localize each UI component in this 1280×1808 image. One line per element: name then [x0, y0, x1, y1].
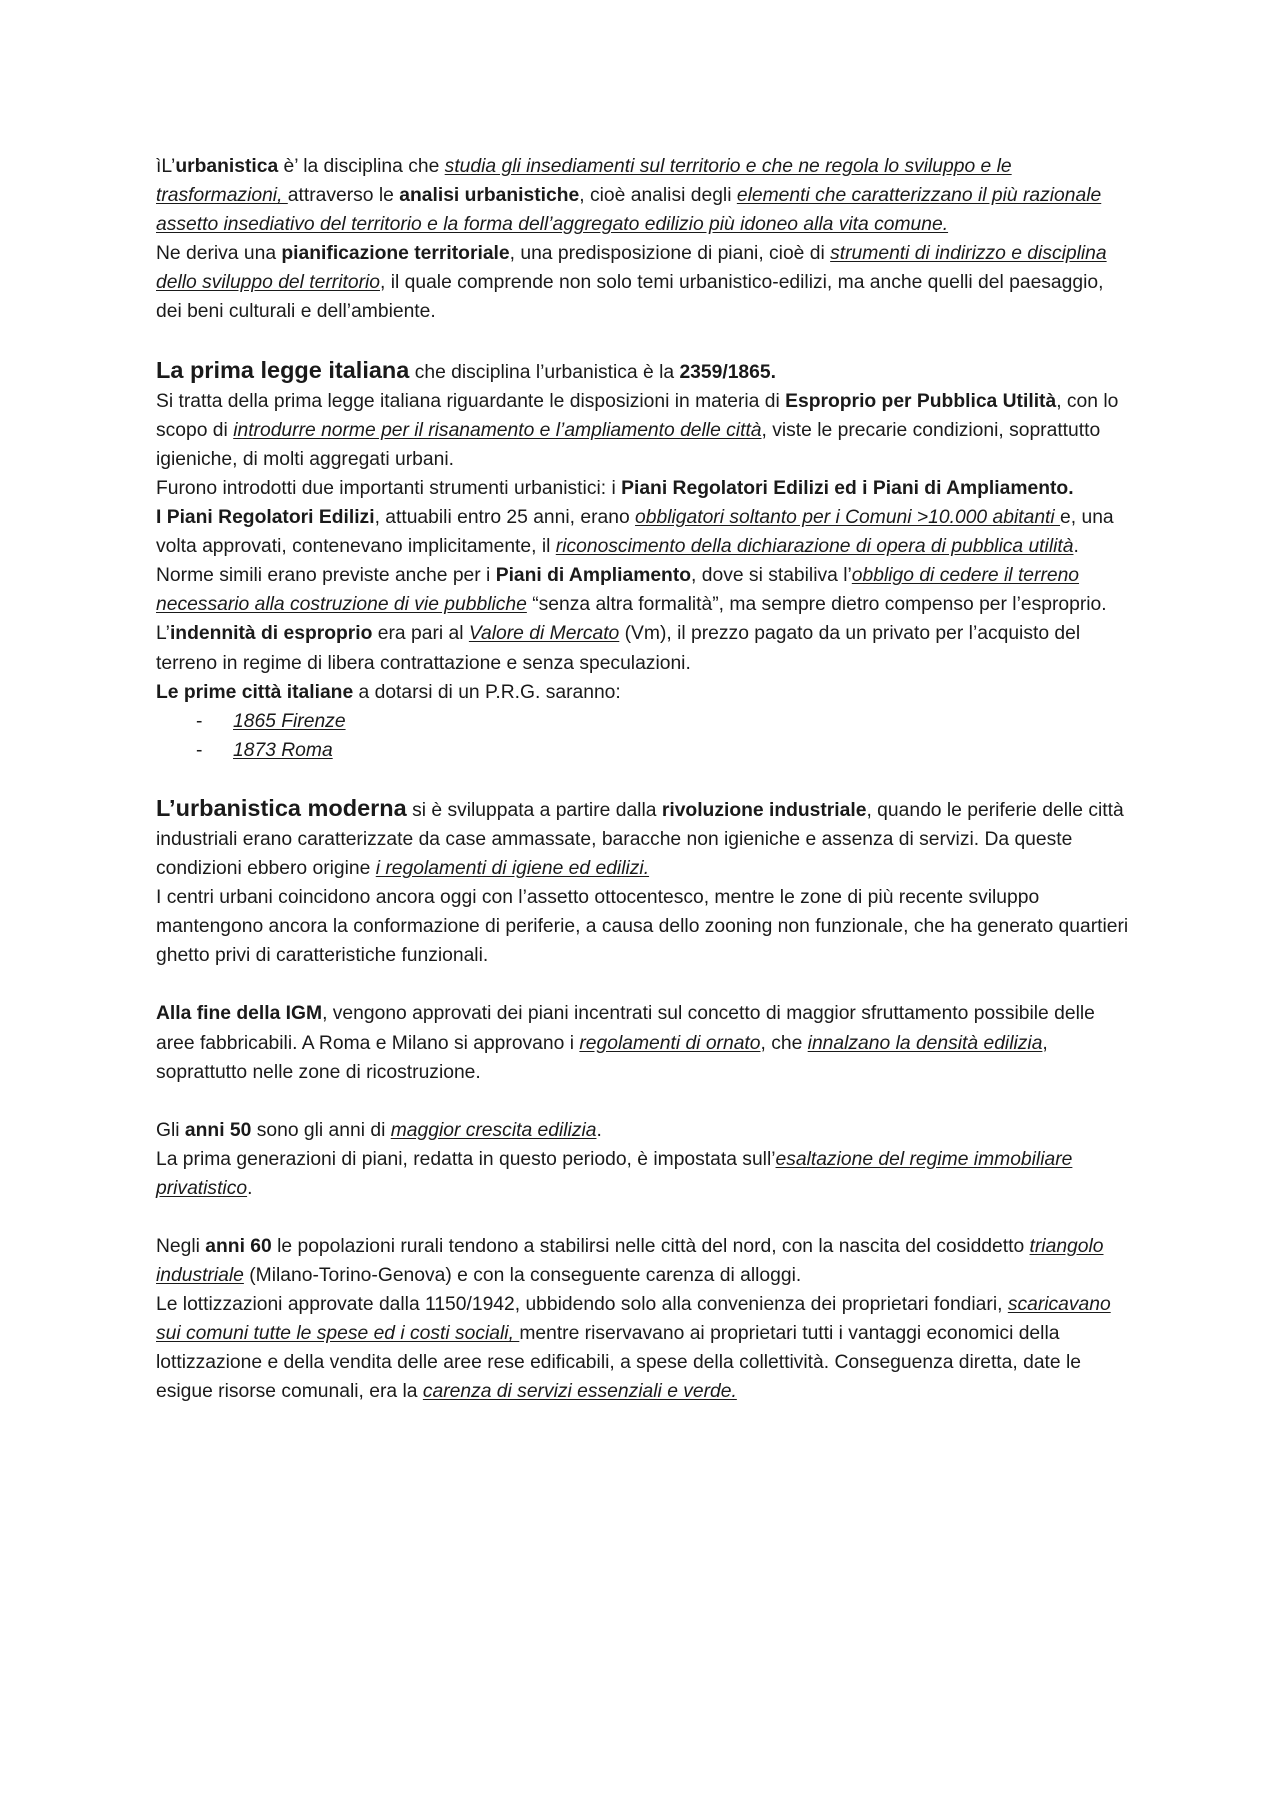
text-run: , attuabili entro 25 anni, erano	[374, 507, 636, 529]
paragraph-anni-50	[156, 1116, 1130, 1145]
text-run: , vengono approvati dei piani incentrati sul concetto di maggior sfruttamento possibile delle aree fabbricabili. A Roma e Milano si approvano i	[156, 1003, 1095, 1054]
text-run: , che	[760, 1032, 808, 1054]
text-run: .	[596, 1119, 602, 1141]
text-run: sono gli anni di	[251, 1119, 391, 1141]
bold-term: Le prime città italiane	[156, 681, 354, 703]
bold-term: Esproprio per Pubblica Utilità	[785, 390, 1057, 412]
paragraph-centri-urbani	[156, 883, 1130, 970]
paragraph-strumenti	[156, 474, 1130, 503]
spacer	[156, 1203, 1130, 1232]
bold-term: Piani Regolatori Edilizi ed i Piani di Ampliamento.	[621, 477, 1074, 499]
paragraph-urbanistica-definition	[156, 152, 1130, 239]
text-run: Le lottizzazioni approvate dalla 1150/1942, ubbidendo solo alla convenienza dei proprietari fondiari,	[156, 1294, 1008, 1316]
paragraph-prime-citta	[156, 678, 1130, 707]
bold-term: urbanistica	[175, 156, 279, 177]
underlined-phrase: introdurre norme per il risanamento e l’ampliamento delle città	[233, 419, 762, 441]
underlined-phrase: strumenti di indirizzo e disciplina dello sviluppo del territorio	[156, 243, 1107, 294]
bold-term: Piani di Ampliamento	[495, 565, 692, 587]
spacer	[156, 1087, 1130, 1116]
text-run: Gli	[156, 1119, 185, 1141]
text-run: , dove si stabiliva l’	[691, 565, 852, 587]
heading-text: La prima legge italiana	[156, 356, 410, 383]
paragraph-pianificazione	[156, 239, 1130, 326]
underlined-phrase: scaricavano sui comuni tutte le spese ed i costi sociali,	[156, 1294, 1111, 1345]
text-run: (Milano-Torino-Genova) e con la conseguente carenza di alloggi.	[243, 1265, 802, 1287]
underlined-phrase: esaltazione del regime immobiliare privatistico	[156, 1148, 1073, 1199]
text-run: I centri urbani coincidono ancora oggi con l’assetto ottocentesco, mentre le zone di più recente sviluppo mantengono ancora la conformazione di periferie, a causa dello zooning non funzionale, che ha generato quartieri ghetto privi di caratteristiche funzionali.	[156, 887, 1129, 967]
text-run: .	[1073, 536, 1079, 558]
paragraph-fine-igm	[156, 999, 1130, 1086]
text-run: a dotarsi di un P.R.G. saranno:	[353, 681, 621, 703]
underlined-phrase: obbligo di cedere il terreno necessario alla costruzione di vie pubbliche	[156, 565, 1080, 616]
heading-text: L’urbanistica moderna	[156, 794, 407, 821]
underlined-phrase: elementi che caratterizzano il più razionale assetto insediativo del territorio e la forma dell’aggregato edilizio più idoneo alla vita comune.	[156, 185, 1102, 236]
text-run: , il quale comprende non solo temi urbanistico-edilizi, ma anche quelli del paesaggio, dei beni culturali e dell’ambiente.	[156, 272, 1104, 323]
city-list	[156, 707, 1130, 765]
text-run: , soprattutto nelle zone di ricostruzione.	[156, 1032, 1048, 1083]
text-run: Si tratta della prima legge italiana riguardante le disposizioni in materia di	[156, 390, 786, 412]
underlined-phrase: innalzano la densità edilizia	[807, 1032, 1043, 1054]
bold-term: analisi urbanistiche	[399, 185, 580, 207]
underlined-phrase: Valore di Mercato	[468, 623, 620, 645]
bold-term: pianificazione territoriale	[281, 243, 510, 265]
text-run: Norme simili erano previste anche per i	[156, 565, 496, 587]
underlined-phrase: regolamenti di ornato	[579, 1032, 761, 1054]
list-item	[196, 707, 1130, 736]
underlined-phrase: riconoscimento della dichiarazione di opera di pubblica utilità	[555, 536, 1074, 558]
text-run: (Vm), il prezzo pagato da un privato per l’acquisto del terreno in regime di libera contrattazione e senza speculazioni.	[156, 623, 1081, 674]
text-run: , quando le periferie delle città industriali erano caratterizzate da case ammassate, baracche non igieniche e assenza di servizi. Da queste condizioni ebbero origine	[156, 799, 1124, 880]
spacer	[156, 765, 1130, 794]
underlined-phrase: carenza di servizi essenziali e verde.	[422, 1381, 737, 1403]
text-run: attraverso le	[287, 185, 400, 207]
bold-term: Alla fine della IGM	[156, 1003, 323, 1025]
underlined-phrase: maggior crescita edilizia	[390, 1119, 597, 1141]
text-run: L’	[156, 623, 170, 645]
paragraph-esproprio	[156, 387, 1130, 474]
bold-term: 2359/1865.	[679, 361, 776, 383]
underlined-phrase: studia gli insediamenti sul territorio e che ne regola lo sviluppo e le trasformazioni,	[156, 156, 1012, 207]
text-run: mentre riservavano ai proprietari tutti i vantaggi economici della lottizzazione e della vendita delle aree rese edificabili, a spese della collettività. Conseguenza diretta, date le esigue risorse comunali, era la	[156, 1323, 1081, 1403]
section-heading-prima-legge	[156, 356, 1130, 387]
text-run: Negli	[156, 1236, 206, 1257]
paragraph-piani-ampliamento	[156, 561, 1130, 619]
paragraph-piani-regolatori	[156, 503, 1130, 561]
text-run: “senza altra formalità”, ma sempre dietro compenso per l’esproprio.	[526, 594, 1107, 616]
spacer	[156, 327, 1130, 356]
underlined-phrase: obbligatori soltanto per i Comuni >10.000 abitanti	[635, 507, 1061, 529]
text-run: è’ la disciplina che	[278, 156, 445, 177]
underlined-phrase: i regolamenti di igiene ed edilizi.	[375, 858, 650, 880]
text-run: , una predisposizione di piani, cioè di	[509, 243, 831, 265]
bold-term: anni 60	[205, 1236, 272, 1257]
text-run: , con lo scopo di	[156, 390, 1119, 441]
section-urbanistica-moderna	[156, 794, 1130, 883]
text-run: ìL’	[156, 156, 176, 177]
list-item-text: 1865 Firenze	[233, 710, 346, 732]
text-run: che disciplina l’urbanistica è la	[409, 361, 680, 383]
text-run: Ne deriva una	[156, 243, 282, 265]
paragraph-indennita	[156, 619, 1130, 677]
bold-term: anni 50	[184, 1119, 252, 1141]
bold-term: I Piani Regolatori Edilizi	[156, 507, 375, 529]
spacer	[156, 970, 1130, 999]
underlined-phrase: triangolo industriale	[156, 1236, 1104, 1287]
text-run: e, una volta approvati, contenevano implicitamente, il	[156, 507, 1114, 558]
text-run: .	[247, 1177, 253, 1199]
text-run: le popolazioni rurali tendono a stabilirsi nelle città del nord, con la nascita del cosiddetto	[271, 1236, 1030, 1257]
text-run: Furono introdotti due importanti strumenti urbanistici: i	[156, 477, 622, 499]
text-run: La prima generazioni di piani, redatta in questo periodo, è impostata sull’	[156, 1148, 776, 1170]
bold-term: indennità di esproprio	[169, 623, 373, 645]
text-run: si è sviluppata a partire dalla	[406, 799, 662, 821]
bold-term: rivoluzione industriale	[661, 799, 867, 821]
list-item	[196, 736, 1130, 765]
paragraph-lottizzazioni	[156, 1290, 1130, 1406]
text-run: , cioè analisi degli	[579, 185, 737, 207]
paragraph-prima-generazione	[156, 1145, 1130, 1203]
paragraph-anni-60	[156, 1232, 1130, 1290]
list-item-text: 1873 Roma	[233, 739, 333, 761]
text-run: era pari al	[372, 623, 469, 645]
text-run: , viste le precarie condizioni, soprattutto igieniche, di molti aggregati urbani.	[156, 419, 1101, 470]
